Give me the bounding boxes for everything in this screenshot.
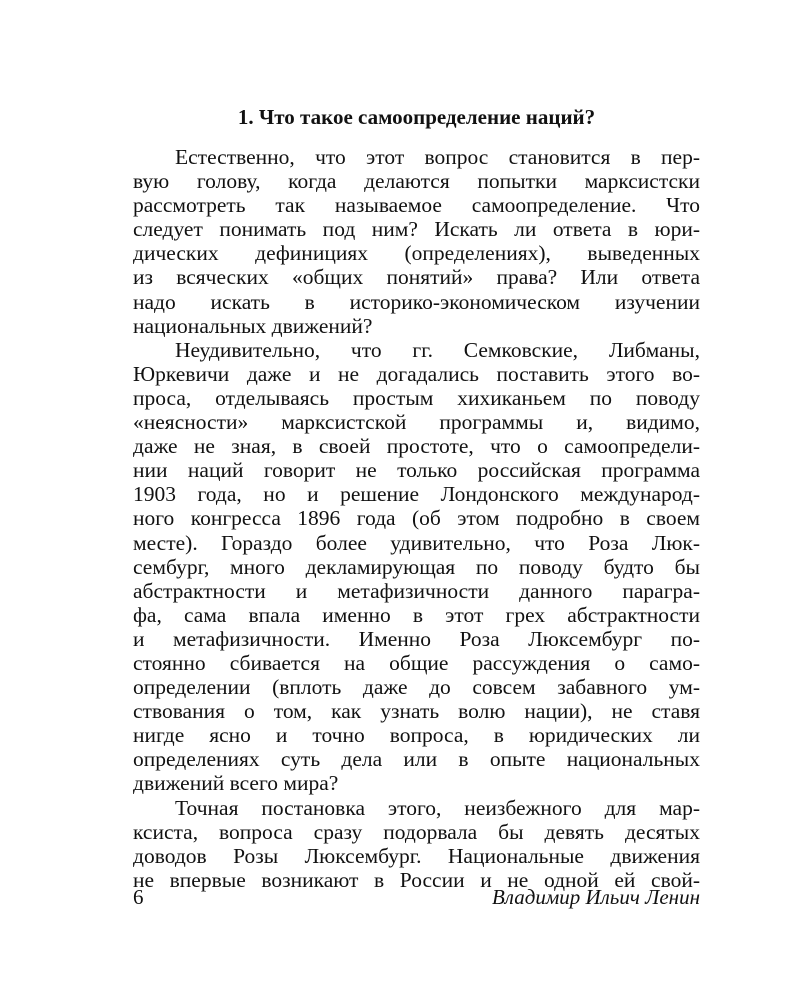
- text-line: месте). Гораздо более удивительно, что Роза Люк-: [133, 530, 700, 555]
- text-line: даже не зная, в своей простоте, что о самоопредели-: [133, 434, 700, 459]
- text-line: рассмотреть так называемое самоопределение. Что: [133, 193, 700, 218]
- text-line: «неясности» марксистской программы и, видимо,: [133, 410, 700, 435]
- text-line: дических дефинициях (определениях), выведенных: [133, 241, 700, 266]
- text-line: определениях суть дела или в опыте национальных: [133, 747, 700, 772]
- text-line: 1903 года, но и решение Лондонского международ-: [133, 482, 700, 507]
- text-line: следует понимать под ним? Искать ли ответа в юри-: [133, 217, 700, 242]
- text-line: определении (вплоть даже до совсем забавного ум-: [133, 675, 700, 700]
- text-line: и метафизичности. Именно Роза Люксембург по-: [133, 626, 700, 651]
- text-line: проса, отделываясь простым хихиканьем по поводу: [133, 385, 700, 410]
- text-line: доводов Розы Люксембург. Национальные движения: [133, 843, 700, 868]
- text-line: нигде ясно и точно вопроса, в юридических ли: [133, 723, 700, 748]
- text-line: стоянно сбивается на общие рассуждения о само-: [133, 650, 700, 675]
- text-line: ксиста, вопроса сразу подорвала бы девять десятых: [133, 819, 700, 844]
- text-line: нии наций говорит не только российская программа: [133, 458, 700, 483]
- page-number: 6: [133, 885, 144, 909]
- text-line: Неудивительно, что гг. Семковские, Либманы,: [175, 337, 700, 362]
- text-line: национальных движений?: [133, 313, 373, 338]
- text-line: надо искать в историко-экономическом изучении: [133, 289, 700, 314]
- body-text: [133, 145, 700, 892]
- text-line: сембург, много декламирующая по поводу будто бы: [133, 554, 700, 579]
- text-line: вую голову, когда делаются попытки марксистски: [133, 169, 700, 194]
- text-line: из всяческих «общих понятий» права? Или ответа: [133, 265, 700, 290]
- section-heading: 1. Что такое самоопределение наций?: [237, 105, 596, 129]
- text-line: ствования о том, как узнать волю нации), не ставя: [133, 699, 700, 724]
- text-line: движений всего мира?: [133, 771, 339, 796]
- text-line: Естественно, что этот вопрос становится в пер-: [175, 145, 700, 169]
- text-line: абстрактности и метафизичности данного парагра-: [133, 578, 700, 603]
- text-line: не впервые возникают в России и не одной ей свой-: [133, 867, 700, 892]
- text-line: фа, сама впала именно в этот грех абстрактности: [133, 602, 700, 627]
- text-line: Юркевичи даже и не догадались поставить этого во-: [133, 361, 700, 386]
- text-line: Точная постановка этого, неизбежного для мар-: [175, 795, 700, 820]
- running-author: Владимир Ильич Ленин: [491, 885, 700, 909]
- page-footer: [133, 883, 700, 911]
- text-line: ного конгресса 1896 года (об этом подробно в своем: [133, 506, 700, 531]
